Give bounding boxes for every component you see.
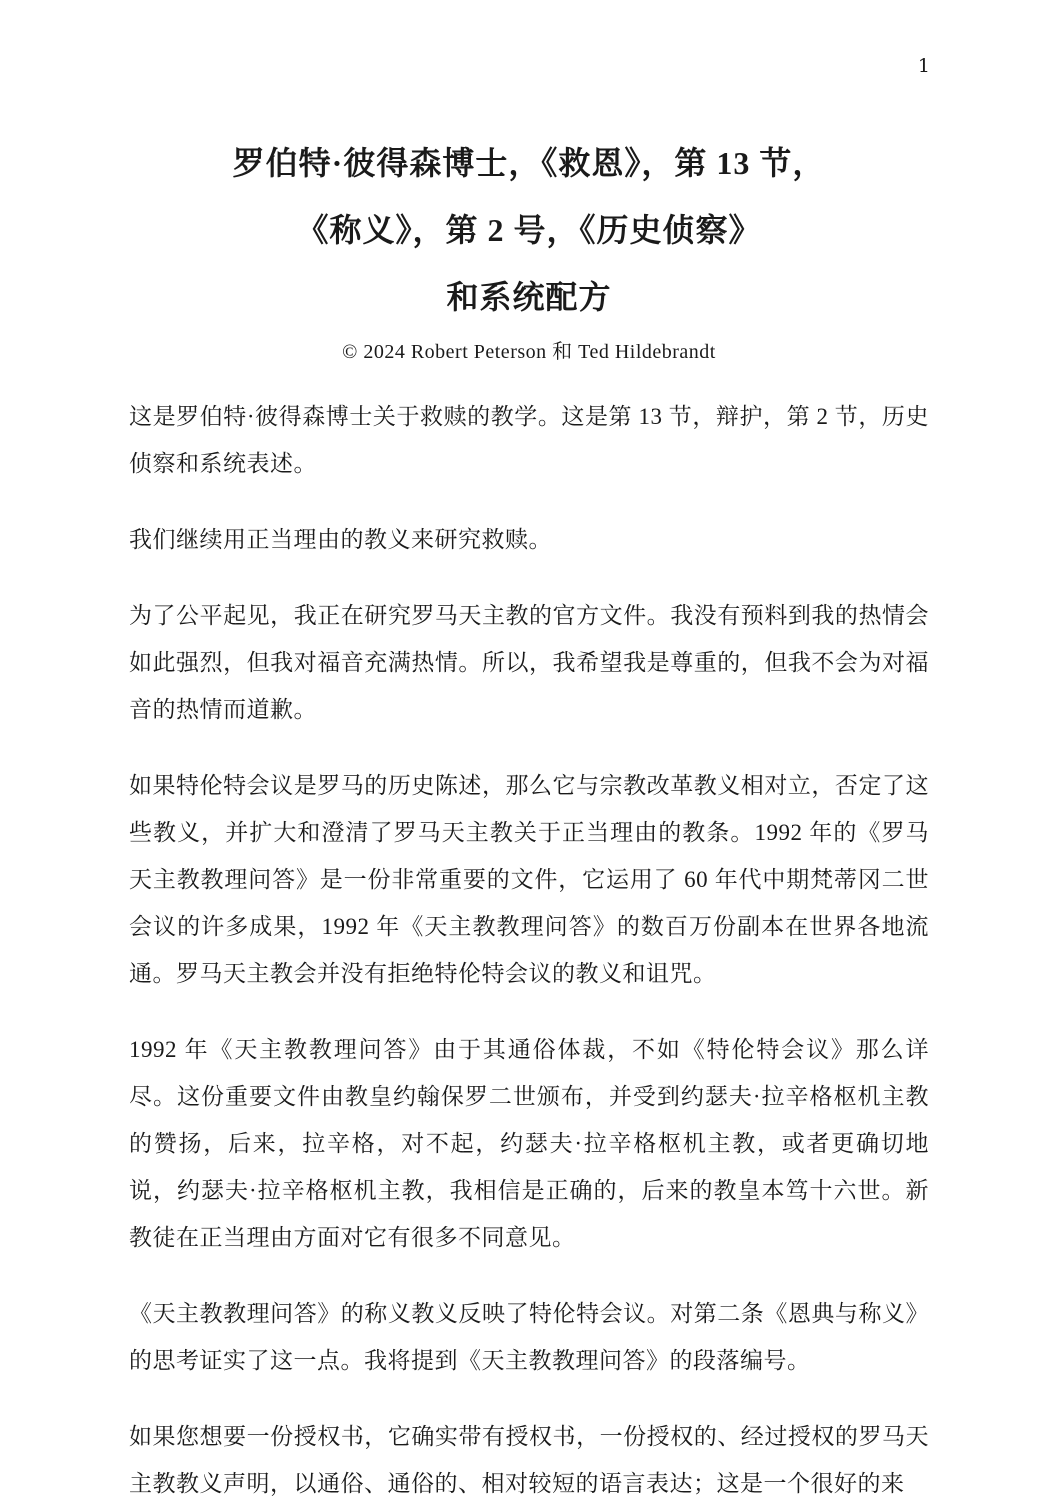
document-title <box>110 130 948 331</box>
paragraph: 我们继续用正当理由的教义来研究救赎。 <box>129 527 552 552</box>
paragraph: 如果您想要一份授权书，它确实带有授权书，一份授权的、经过授权的罗马天主教教义声明，以通俗、通俗的、相对较短的语言表达；这是一个很好的来 <box>129 1424 929 1496</box>
title-line-3: 和系统配方 <box>446 279 612 315</box>
paragraph: 如果特伦特会议是罗马的历史陈述，那么它与宗教改革教义相对立，否定了这些教义，并扩大和澄清了罗马天主教关于正当理由的教条。1992 年的《罗马天主教教理问答》是一份非常重要的文件，它运用了 60 年代中期梵蒂冈二世会议的许多成果，1992 年《天主教教理问答》的数百万份副本在世界各地流通。罗马天主教会并没有拒绝特伦特会议的教义和诅咒。 <box>129 773 930 986</box>
paragraph: 这是罗伯特·彼得森博士关于救赎的教学。这是第 13 节，辩护，第 2 节，历史侦察和系统表述。 <box>129 404 929 476</box>
title-line-2: 《称义》，第 2 号，《历史侦察》 <box>296 212 762 248</box>
copyright-line: © 2024 Robert Peterson 和 Ted Hildebrandt <box>342 341 716 363</box>
paragraph: 1992 年《天主教教理问答》由于其通俗体裁，不如《特伦特会议》那么详尽。这份重要文件由教皇约翰保罗二世颁布，并受到约瑟夫·拉辛格枢机主教的赞扬，后来，拉辛格，对不起，约瑟夫·拉辛格枢机主教，或者更确切地说，约瑟夫·拉辛格枢机主教，我相信是正确的，后来的教皇本笃十六世。新教徒在正当理由方面对它有很多不同意见。 <box>129 1037 929 1250</box>
document-body <box>129 393 929 1497</box>
paragraph: 《天主教教理问答》的称义教义反映了特伦特会议。对第二条《恩典与称义》的思考证实了这一点。我将提到《天主教教理问答》的段落编号。 <box>129 1301 929 1373</box>
page-number: 1 <box>917 55 930 77</box>
title-line-1: 罗伯特·彼得森博士，《救恩》，第 13 节， <box>232 145 826 181</box>
paragraph: 为了公平起见，我正在研究罗马天主教的官方文件。我没有预料到我的热情会如此强烈，但我对福音充满热情。所以，我希望我是尊重的，但我不会为对福音的热情而道歉。 <box>129 603 929 722</box>
